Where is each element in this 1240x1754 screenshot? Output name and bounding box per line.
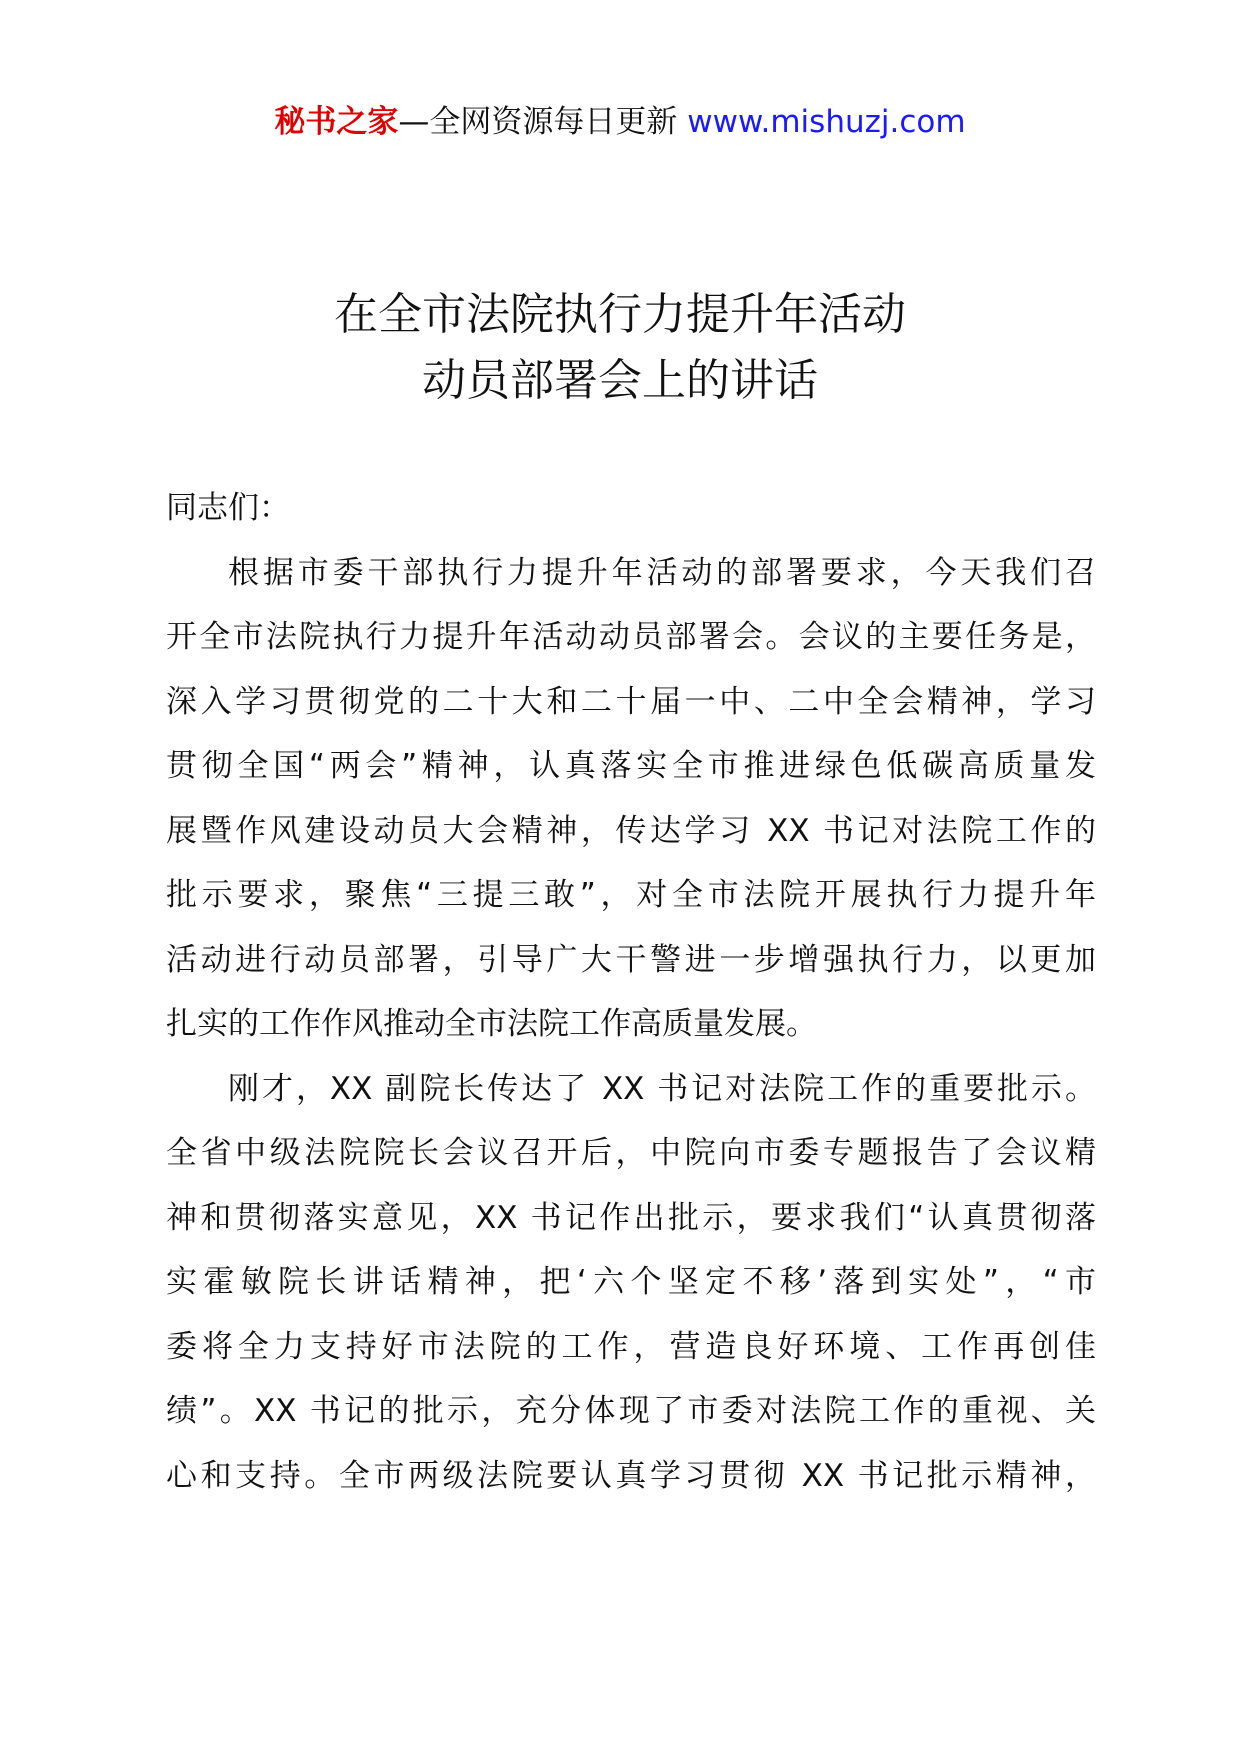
brand-name: 秘书之家 xyxy=(274,104,399,140)
paragraph-line: 展暨作风建设动员大会精神，传达学习 XX 书记对法院工作的 xyxy=(166,812,1096,849)
paragraph-line: 贯彻全国“两会”精神，认真落实全市推进绿色低碳高质量发 xyxy=(166,748,1096,784)
paragraph-line: 全省中级法院院长会议召开后，中院向市委专题报告了会议精 xyxy=(166,1135,1096,1171)
paragraph-line: 绩”。XX 书记的批示，充分体现了市委对法院工作的重视、关 xyxy=(166,1393,1096,1429)
header-tagline: —全网资源每日更新 xyxy=(398,104,688,140)
paragraph-line: 实霍敏院长讲话精神，把‘六个坚定不移’落到实处”，“市 xyxy=(166,1264,1096,1300)
site-header xyxy=(0,100,1240,144)
paragraph-line: 根据市委干部执行力提升年活动的部署要求，今天我们召 xyxy=(228,554,1096,591)
site-url-link[interactable]: www.mishuzj.com xyxy=(687,104,966,140)
paragraph-line: 批示要求，聚焦“三提三敢”，对全市法院开展执行力提升年 xyxy=(166,877,1096,913)
paragraph-line: 开全市法院执行力提升年活动动员部署会。会议的主要任务是， xyxy=(166,619,1096,655)
paragraph-line: 心和支持。全市两级法院要认真学习贯彻 XX 书记批示精神， xyxy=(166,1457,1096,1494)
paragraph-line: 活动进行动员部署，引导广大干警进一步增强执行力，以更加 xyxy=(166,941,1096,978)
paragraph-line: 深入学习贯彻党的二十大和二十届一中、二中全会精神，学习 xyxy=(166,683,1096,720)
paragraph-line: 刚才，XX 副院长传达了 XX 书记对法院工作的重要批示。 xyxy=(228,1070,1096,1107)
paragraph-1 xyxy=(166,541,1096,1057)
title-line-1: 在全市法院执行力提升年活动 xyxy=(334,289,906,340)
paragraph-2 xyxy=(166,1057,1096,1509)
title-line-2: 动员部署会上的讲话 xyxy=(422,355,818,406)
paragraph-line: 神和贯彻落实意见，XX 书记作出批示，要求我们“认真贯彻落 xyxy=(166,1199,1096,1236)
paragraph-line: 扎实的工作作风推动全市法院工作高质量发展。 xyxy=(166,1006,817,1042)
document-title xyxy=(0,282,1240,414)
greeting: 同志们： xyxy=(166,490,290,526)
document-body xyxy=(166,476,1096,1508)
paragraph-line: 委将全力支持好市法院的工作，营造良好环境、工作再创佳 xyxy=(166,1328,1096,1365)
